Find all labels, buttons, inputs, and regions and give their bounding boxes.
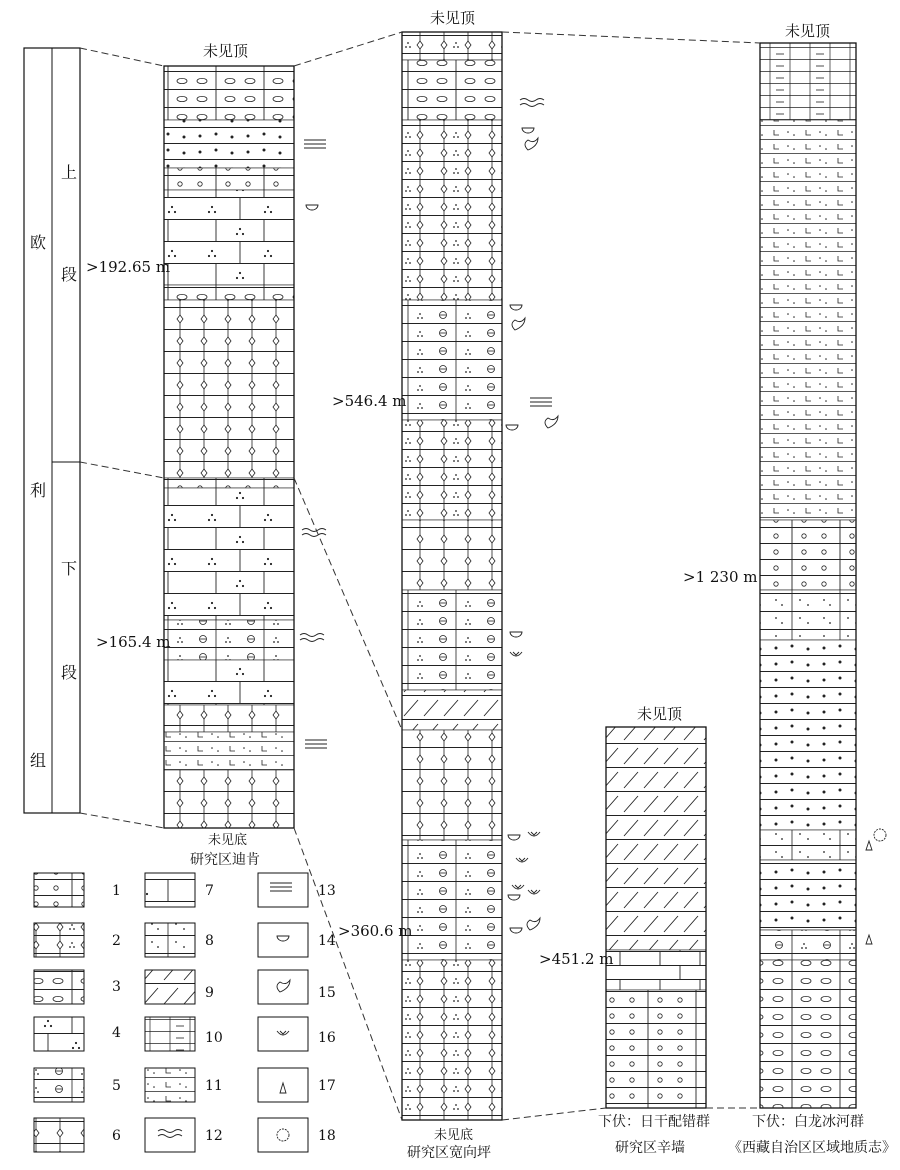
- upper-member-char-1: 上: [61, 163, 78, 182]
- regional-top-label: 未见顶: [785, 22, 831, 40]
- kuanxiangping-column-layer: [402, 730, 502, 840]
- legend-box-13: [258, 873, 308, 907]
- corr-line-7: [294, 828, 402, 1120]
- legend-num-14: 14: [318, 933, 336, 949]
- wavy-bedding-symbol: [300, 639, 324, 642]
- xinqiang-column: [606, 727, 706, 1108]
- wavy-bedding-symbol: [302, 529, 326, 532]
- legend-num-16: 16: [318, 1030, 336, 1046]
- corr-line-2: [294, 32, 402, 66]
- legend-box-8: [145, 923, 195, 957]
- kuanxiangping-upper-thickness: >546.4 m: [332, 392, 407, 410]
- coral-symbol: [528, 832, 540, 836]
- regional-column-layer: [760, 930, 856, 960]
- diqing-bottom-label: 未见底: [208, 833, 248, 848]
- bivalve-symbol: [508, 835, 520, 840]
- wavy-bedding-symbol: [302, 534, 326, 537]
- regional-column-layer: [760, 43, 856, 120]
- corr-line-4: [80, 462, 164, 478]
- upper-member-char-2: 段: [61, 265, 78, 284]
- kuanxiangping-column-layer: [402, 300, 502, 420]
- xinqiang-caption: 研究区辛墙: [615, 1140, 685, 1156]
- legend-box-6: [34, 1118, 84, 1152]
- xinqiang-top-label: 未见顶: [637, 705, 683, 723]
- diqing-lower-thickness: >165.4 m: [96, 633, 171, 651]
- legend-box-11: [145, 1068, 195, 1102]
- lower-member-char-1: 下: [61, 559, 78, 578]
- diqing-column-layer: [164, 190, 294, 285]
- legend-box-2: [34, 923, 84, 957]
- diqing-column-layer: [164, 120, 294, 168]
- kuanxiangping-caption: 研究区宽向坪: [407, 1145, 491, 1161]
- diqing-column-layer: [164, 478, 294, 488]
- legend-num-8: 8: [205, 933, 214, 949]
- legend-num-12: 12: [205, 1128, 223, 1144]
- foraminifera-symbol: [874, 829, 886, 841]
- corr-line-5: [294, 478, 402, 730]
- regional-column-layer: [760, 640, 856, 830]
- diqing-caption: 研究区迪肯: [190, 852, 260, 868]
- brachiopod-symbol: [527, 918, 540, 930]
- legend-box-3: [34, 970, 84, 1004]
- regional-caption: 《西藏自治区区域地质志》: [728, 1140, 896, 1156]
- kuanxiangping-top-label: 未见顶: [430, 9, 476, 27]
- brachiopod-symbol: [525, 138, 538, 150]
- kuanxiangping-column-layer: [402, 960, 502, 1120]
- gastropod-symbol: [866, 841, 872, 850]
- brachiopod-symbol: [545, 416, 558, 428]
- legend-num-9: 9: [205, 985, 214, 1001]
- wavy-bedding-symbol: [300, 634, 324, 637]
- diqing-column-layer: [164, 770, 294, 828]
- legend-num-6: 6: [112, 1128, 121, 1144]
- regional-thickness: >1 230 m: [683, 568, 758, 586]
- legend-num-13: 13: [318, 883, 336, 899]
- legend-num-18: 18: [318, 1128, 336, 1144]
- legend-num-2: 2: [112, 933, 121, 949]
- corr-line-3: [502, 32, 760, 43]
- brachiopod-symbol: [512, 318, 525, 330]
- xinqiang-column-layer: [606, 950, 706, 990]
- kuanxiangping-column-layer: [402, 590, 502, 690]
- kuanxiangping-lower-thickness: >360.6 m: [338, 922, 413, 940]
- kuanxiangping-column-layer: [402, 840, 502, 960]
- kuanxiangping-column: [402, 32, 502, 1120]
- legend-box-18: [258, 1118, 308, 1152]
- legend-num-3: 3: [112, 979, 121, 995]
- regional-column-layer: [760, 120, 856, 520]
- regional-column-layer: [760, 860, 856, 930]
- legend-box-5: [34, 1068, 84, 1102]
- bivalve-symbol: [306, 205, 318, 210]
- legend-num-7: 7: [205, 883, 214, 899]
- lower-member-char-2: 段: [61, 663, 78, 682]
- kuanxiangping-column-layer: [402, 520, 502, 590]
- diqing-column-layer: [164, 620, 294, 660]
- diqing-column-layer: [164, 705, 294, 732]
- legend-num-17: 17: [318, 1078, 336, 1094]
- legend-box-15: [258, 970, 308, 1004]
- xinqiang-column-layer: [606, 990, 706, 1108]
- coral-symbol: [510, 652, 522, 656]
- legend-box-10: [145, 1017, 195, 1051]
- legend-num-10: 10: [205, 1030, 223, 1046]
- wavy-bedding-symbol: [520, 104, 544, 107]
- legend-num-11: 11: [205, 1078, 223, 1094]
- legend-num-15: 15: [318, 985, 336, 1001]
- corr-line-6: [80, 813, 164, 828]
- xinqiang-underlying: 下伏：日干配错群: [598, 1114, 710, 1130]
- legend-num-5: 5: [112, 1078, 121, 1094]
- legend-box-7: [145, 873, 195, 907]
- diqing-column: [164, 66, 294, 828]
- legend-box-12: [145, 1118, 195, 1152]
- formation-char-2: 利: [30, 481, 47, 500]
- regional-column: [760, 43, 856, 1108]
- kuanxiangping-column-layer: [402, 120, 502, 300]
- corr-line-8: [502, 1108, 606, 1120]
- formation-char-3: 组: [30, 751, 47, 770]
- regional-column-layer: [760, 520, 856, 590]
- diqing-column-layer: [164, 732, 294, 770]
- diqing-column-layer: [164, 300, 294, 478]
- bivalve-symbol: [510, 632, 522, 637]
- legend-box-14: [258, 923, 308, 957]
- regional-column-layer: [760, 590, 856, 640]
- coral-symbol: [528, 890, 540, 894]
- bivalve-symbol: [510, 928, 522, 933]
- kuanxiangping-bottom-label: 未见底: [434, 1128, 474, 1143]
- wavy-bedding-symbol: [520, 99, 544, 102]
- coral-symbol: [512, 885, 524, 889]
- legend-box-4: [34, 1017, 84, 1051]
- regional-underlying: 下伏：白龙冰河群: [752, 1114, 864, 1130]
- kuanxiangping-column-layer: [402, 32, 502, 60]
- kuanxiangping-column-layer: [402, 420, 502, 520]
- diqing-column-layer: [164, 168, 294, 190]
- regional-column-layer: [760, 830, 856, 860]
- legend-box-1: [34, 873, 84, 907]
- formation-char-1: 欧: [30, 233, 47, 252]
- xinqiang-column-layer: [606, 727, 706, 950]
- bivalve-symbol: [510, 305, 522, 310]
- diqing-top-label: 未见顶: [203, 42, 249, 60]
- kuanxiangping-column-layer: [402, 690, 502, 730]
- xinqiang-thickness: >451.2 m: [539, 950, 614, 968]
- legend-num-4: 4: [112, 1025, 121, 1041]
- bivalve-symbol: [506, 425, 518, 430]
- coral-symbol: [516, 858, 528, 862]
- regional-column-layer: [760, 960, 856, 1108]
- legend-box-17: [258, 1068, 308, 1102]
- diqing-column-layer: [164, 660, 294, 705]
- legend-box-9: [145, 970, 195, 1004]
- kuanxiangping-column-layer: [402, 60, 502, 120]
- bivalve-symbol: [508, 895, 520, 900]
- gastropod-symbol: [866, 935, 872, 944]
- diqing-column-layer: [164, 488, 294, 620]
- bivalve-symbol: [522, 128, 534, 133]
- diqing-upper-thickness: >192.65 m: [86, 258, 171, 276]
- diqing-column-layer: [164, 66, 294, 120]
- diqing-column-layer: [164, 285, 294, 300]
- legend-num-1: 1: [112, 883, 121, 899]
- corr-line-1: [80, 48, 164, 66]
